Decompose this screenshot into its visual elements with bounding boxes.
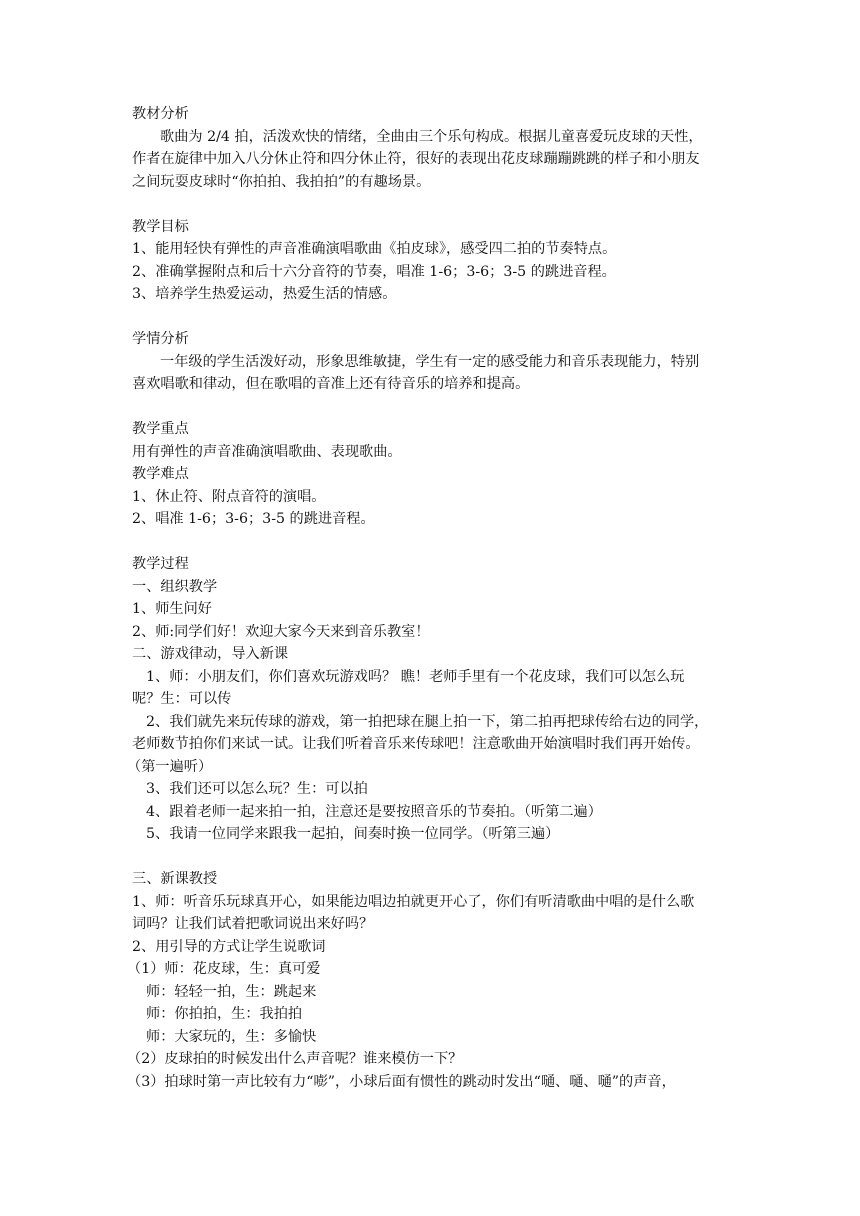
subsection-heading: 三、新课教授 [132, 871, 218, 887]
section-title-goals: 教学目标 [132, 218, 189, 235]
section-title-students: 学情分析 [132, 331, 189, 347]
spacer [132, 193, 732, 216]
spacer [132, 531, 732, 554]
list-item: 3、我们还可以怎么玩？生：可以拍 [146, 781, 368, 797]
paragraph-line: 作者在旋律中加入八分休止符和四分休止符，很好的表现出花皮球蹦蹦跳跳的样子和小朋友 [132, 151, 700, 167]
paragraph-line: （第一遍听） [127, 758, 213, 775]
list-item: 2、用引导的方式让学生说歌词 [132, 938, 326, 955]
list-item: （2）皮球拍的时候发出什么声音呢？谁来模仿一下？ [127, 1051, 463, 1067]
document-page [127, 103, 732, 1093]
spacer [132, 306, 732, 329]
section-title-difficulties: 教学难点 [132, 466, 189, 482]
list-item: （3）拍球时第一声比较有力“嘭”，小球后面有惯性的跳动时发出“嗵、嗵、嗵”的声音， [127, 1073, 676, 1090]
dialogue-line: 师：大家玩的，生：多愉快 [146, 1028, 317, 1045]
list-item: 1、能用轻快有弹性的声音准确演唱歌曲《拍皮球》，感受四二拍的节奏特点。 [132, 241, 617, 257]
list-item: 2、唱准 1-6；3-6；3-5 的跳进音程。 [132, 511, 375, 527]
list-item: 2、准确掌握附点和后十六分音符的节奏，唱准 1-6；3-6；3-5 的跳进音程。 [132, 263, 616, 280]
spacer [132, 396, 732, 419]
dialogue-line: 师：轻轻一拍，生：跳起来 [146, 983, 317, 1000]
paragraph-line: 用有弹性的声音准确演唱歌曲、表现歌曲。 [132, 443, 402, 460]
list-item: 5、我请一位同学来跟我一起拍，间奏时换一位同学。（听第三遍） [146, 826, 560, 842]
section-title-process: 教学过程 [132, 556, 189, 572]
paragraph-line: 呢？生：可以传 [132, 691, 232, 707]
list-item: 1、师：小朋友们，你们喜欢玩游戏吗？ 瞧！老师手里有一个花皮球，我们可以怎么玩 [146, 668, 685, 685]
paragraph-line: 歌曲为 2/4 拍，活泼欢快的情绪，全曲由三个乐句构成。根据儿童喜爱玩皮球的天性， [160, 128, 703, 145]
subsection-heading: 二、游戏律动，导入新课 [132, 646, 289, 662]
list-item: 4、跟着老师一起来拍一拍，注意还是要按照音乐的节奏拍。（听第二遍） [146, 803, 602, 820]
spacer [132, 846, 732, 869]
list-item: 2、师:同学们好！欢迎大家今天来到音乐教室！ [132, 623, 430, 640]
paragraph-line: 一年级的学生活泼好动，形象思维敏捷，学生有一定的感受能力和音乐表现能力，特别 [160, 353, 700, 370]
list-item: 1、师：听音乐玩球真开心，如果能边唱边拍就更开心了，你们有听清歌曲中唱的是什么歌 [132, 893, 695, 910]
paragraph-line: 老师数节拍你们来试一试。让我们听着音乐来传球吧！注意歌曲开始演唱时我们再开始传。 [132, 736, 700, 752]
paragraph-line: 之间玩耍皮球时“你拍拍、我拍拍”的有趣场景。 [132, 173, 431, 190]
dialogue-line: （1）师：花皮球，生：真可爱 [127, 961, 321, 977]
list-item: 1、师生问好 [132, 601, 212, 617]
section-title-key-points: 教学重点 [132, 421, 189, 437]
section-title-materials: 教材分析 [132, 106, 189, 122]
list-item: 1、休止符、附点音符的演唱。 [132, 488, 326, 505]
paragraph-line: 喜欢唱歌和律动，但在歌唱的音准上还有待音乐的培养和提高。 [132, 376, 530, 392]
subsection-heading: 一、组织教学 [132, 578, 218, 595]
list-item: 3、培养学生热爱运动，热爱生活的情感。 [132, 286, 397, 302]
paragraph-line: 词吗？让我们试着把歌词说出来好吗？ [132, 916, 374, 932]
list-item: 2、我们就先来玩传球的游戏，第一拍把球在腿上拍一下，第二拍再把球传给右边的同学， [146, 713, 709, 730]
dialogue-line: 师：你拍拍，生：我拍拍 [146, 1006, 303, 1022]
